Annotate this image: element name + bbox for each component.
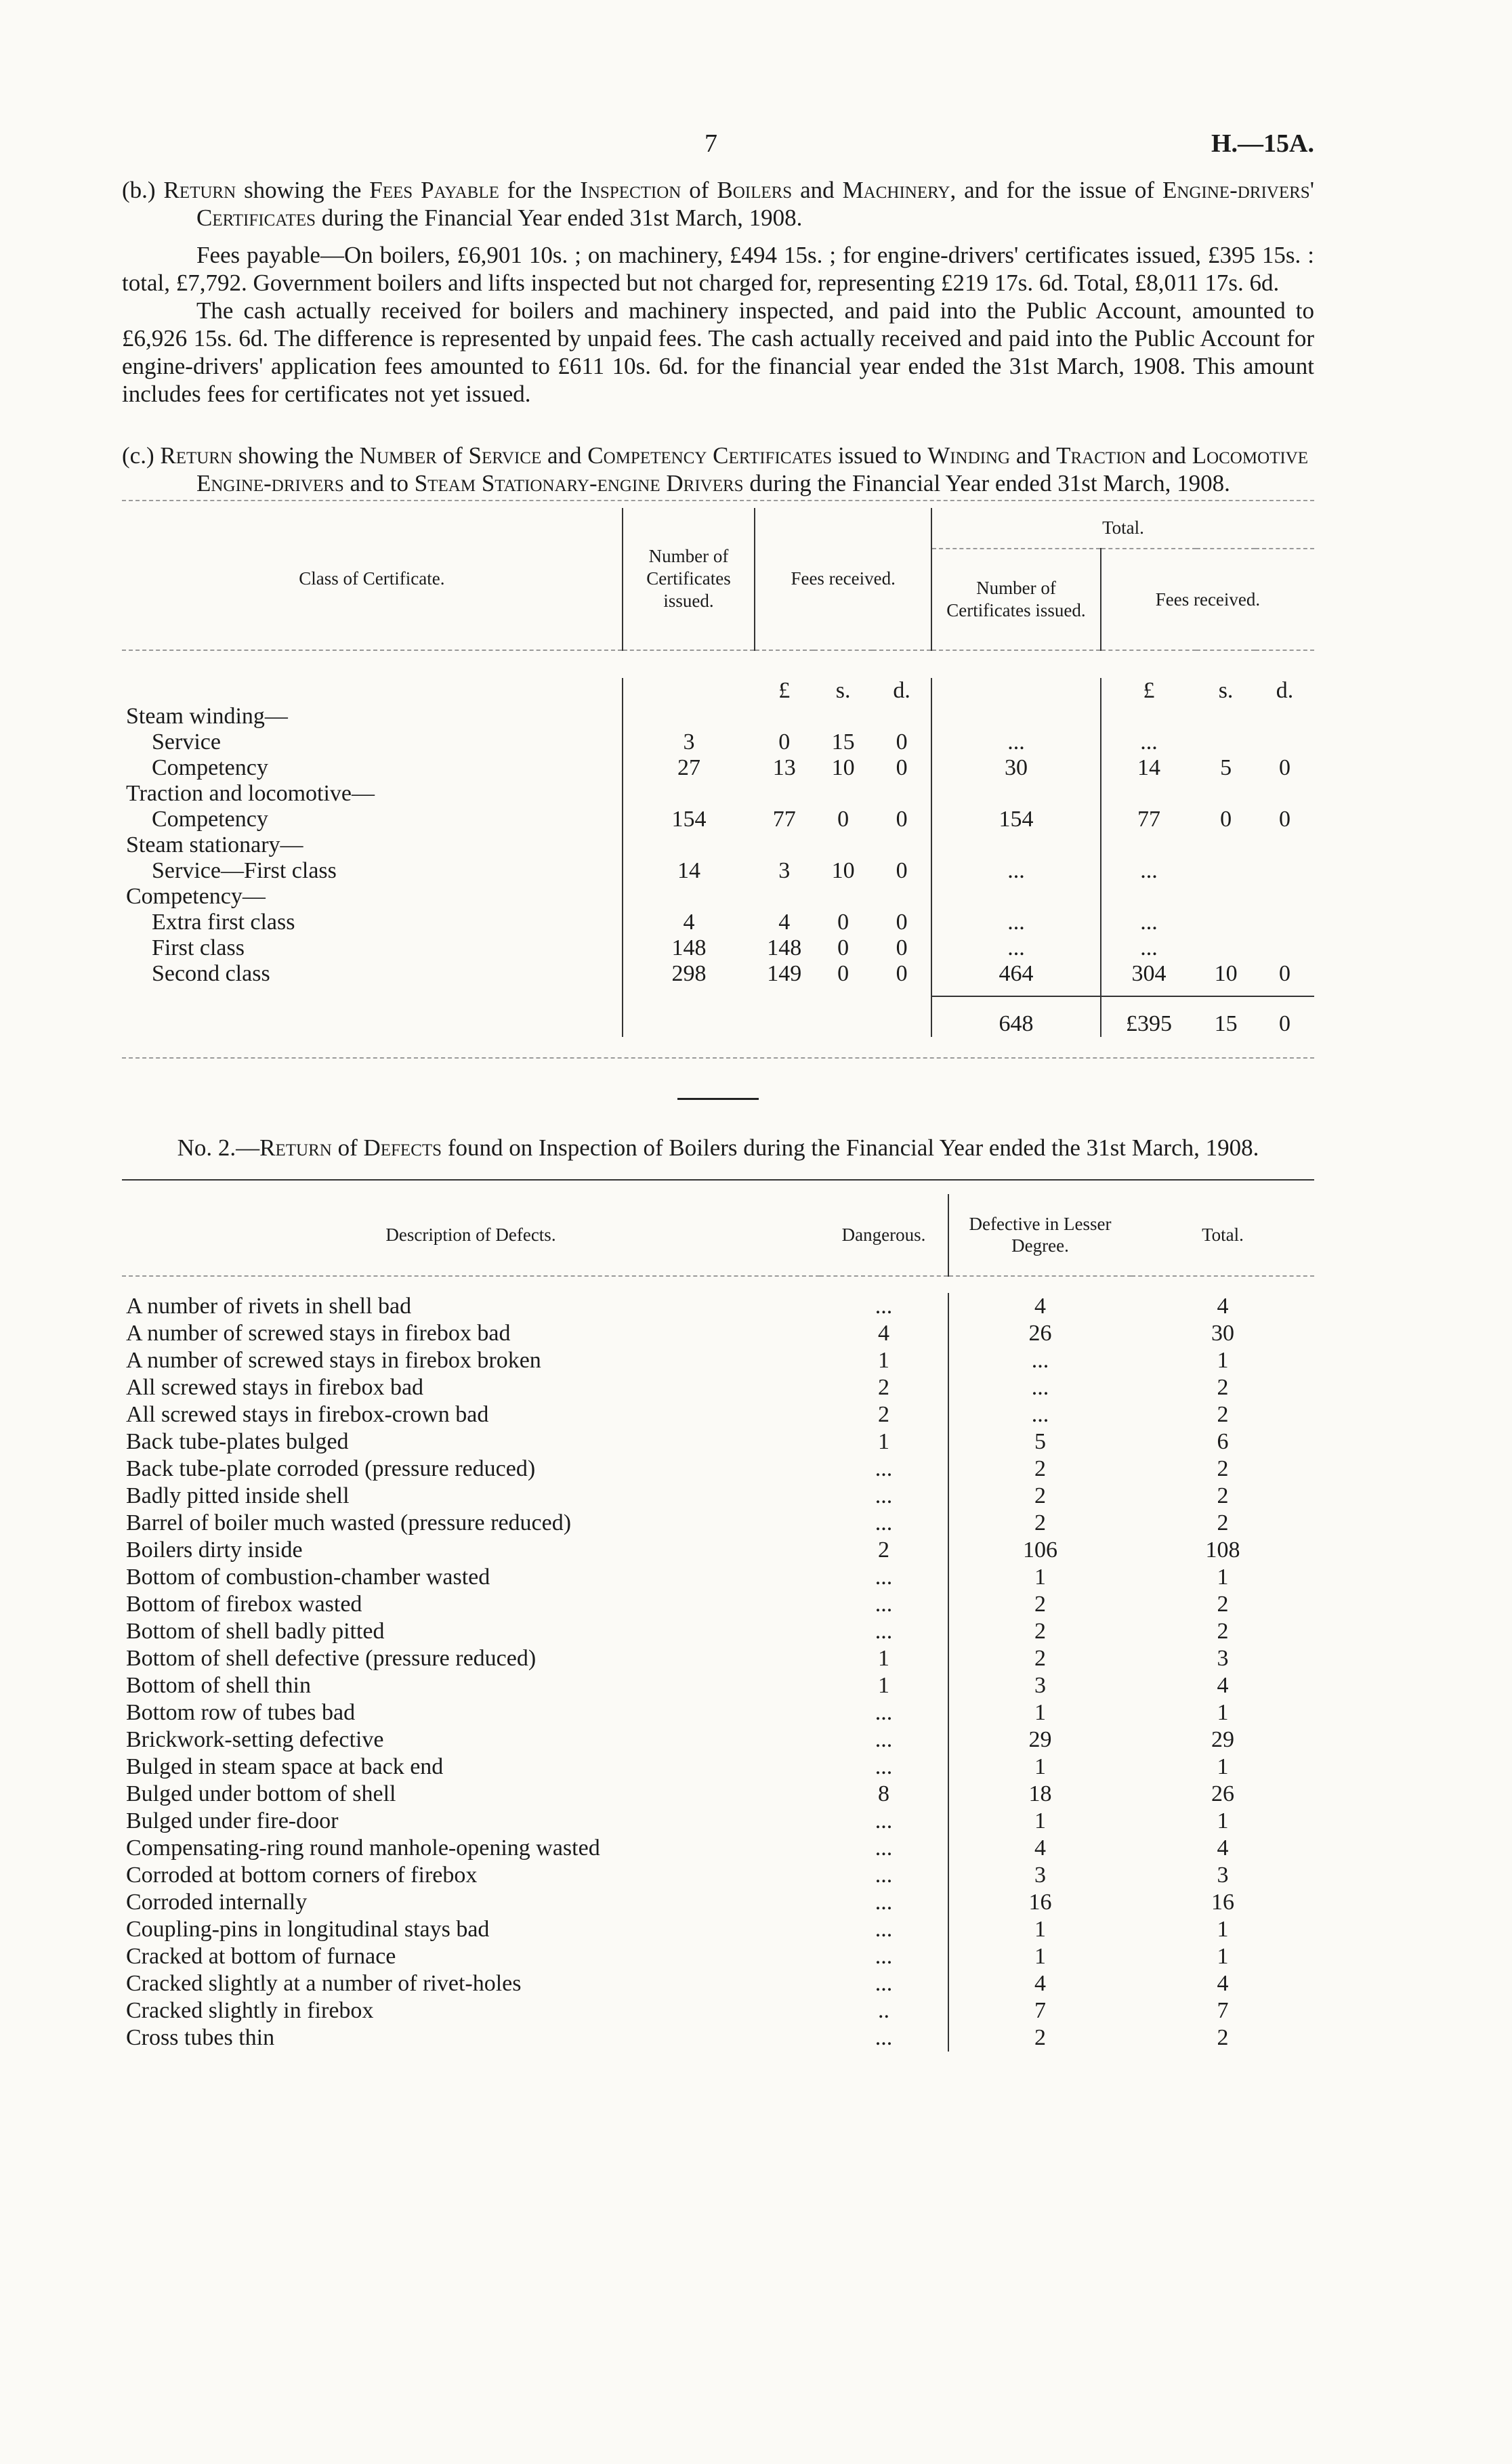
defect-row xyxy=(122,1483,1314,1510)
defect-lesser: 1 xyxy=(948,1754,1131,1781)
certificate-row xyxy=(122,807,1314,832)
certificate-cell-td xyxy=(1255,781,1314,807)
certificate-class-label: Service xyxy=(152,729,221,755)
defect-total: 1 xyxy=(1217,1917,1229,1942)
defect-dangerous: 1 xyxy=(878,1348,889,1373)
certificates-table xyxy=(122,508,1314,1057)
defect-lesser: 1 xyxy=(948,1916,1131,1943)
defect-row xyxy=(122,1808,1314,1835)
defect-description: Badly pitted inside shell xyxy=(126,1483,350,1508)
defect-description: Bottom of shell thin xyxy=(126,1673,311,1698)
certificate-cell-d: 0 xyxy=(896,755,908,780)
certificate-class-label: Second class xyxy=(152,961,270,986)
certificate-row xyxy=(122,729,1314,755)
defect-total: 2 xyxy=(1217,1510,1229,1535)
defect-dangerous: ... xyxy=(875,1510,893,1535)
defect-description: Boilers dirty inside xyxy=(126,1537,303,1563)
defect-total: 2 xyxy=(1217,1456,1229,1481)
defect-dangerous: 2 xyxy=(878,1537,889,1563)
defect-lesser: 4 xyxy=(948,1293,1131,1320)
certificate-cell-d: 0 xyxy=(896,807,908,832)
section-separator xyxy=(677,1098,759,1100)
defect-row xyxy=(122,1428,1314,1456)
defect-lesser: 3 xyxy=(948,1862,1131,1889)
certificate-cell-d xyxy=(873,884,931,910)
defect-row xyxy=(122,1618,1314,1645)
certificate-cell-tl: 14 xyxy=(1101,755,1196,781)
defect-lesser: 5 xyxy=(948,1428,1131,1456)
defect-lesser: 2 xyxy=(948,1483,1131,1510)
certificate-cell-s: 10 xyxy=(831,858,855,883)
defect-lesser: 7 xyxy=(948,1997,1131,2024)
certificate-cell-n xyxy=(623,884,755,910)
certificate-cell-tl: 304 xyxy=(1101,961,1196,987)
certificate-cell-tn: 30 xyxy=(931,755,1101,781)
document-page xyxy=(122,129,1314,2052)
defect-total: 4 xyxy=(1217,1971,1229,1996)
certificate-row xyxy=(122,832,1314,858)
certificate-cell-s: 0 xyxy=(837,961,849,986)
defect-lesser: 2 xyxy=(948,1456,1131,1483)
defect-description: Bottom of firebox wasted xyxy=(126,1592,362,1617)
defect-dangerous: ... xyxy=(875,1971,893,1996)
defect-lesser: 1 xyxy=(948,1808,1131,1835)
defect-dangerous: ... xyxy=(875,1700,893,1725)
certificate-cell-tn: ... xyxy=(931,858,1101,884)
certificate-cell-d: 0 xyxy=(896,729,908,755)
col-lesser-header: Defective in Lesser Degree. xyxy=(948,1194,1131,1276)
certificate-cell-ts: 10 xyxy=(1214,961,1238,986)
defect-row xyxy=(122,1781,1314,1808)
defect-description: Back tube-plate corroded (pressure reduced) xyxy=(126,1456,536,1481)
certificate-cell-tn: 154 xyxy=(931,807,1101,832)
certificate-cell-n xyxy=(623,832,755,858)
defect-dangerous: ... xyxy=(875,1294,893,1319)
certificate-cell-d: 0 xyxy=(896,961,908,986)
defect-description: Bottom of shell badly pitted xyxy=(126,1619,385,1644)
certificate-cell-d: 0 xyxy=(896,935,908,960)
defect-total: 1 xyxy=(1217,1808,1229,1833)
defect-total: 4 xyxy=(1217,1835,1229,1861)
certificate-cell-tl xyxy=(1101,832,1196,858)
certificate-cell-n: 14 xyxy=(623,858,755,884)
total-number: 648 xyxy=(931,996,1101,1037)
defect-row xyxy=(122,1537,1314,1564)
certificate-class-label: Steam stationary— xyxy=(126,832,303,857)
certificate-cell-tn xyxy=(931,884,1101,910)
units-row: £ s. d. £ s. d. xyxy=(122,678,1314,704)
col-class-header: Class of Certificate. xyxy=(299,568,445,589)
table-top-rule xyxy=(122,500,1314,501)
defect-total: 3 xyxy=(1217,1646,1229,1671)
return-b-paragraph-fees: Fees payable—On boilers, £6,901 10s. ; on machinery, £494 15s. ; for engine-drivers' certificates issued, £395 15s. : total, £7,792. Government boilers and lifts inspected but not charged for, representing £219 17s. 6d. Total, £8,011 17s. 6d. xyxy=(122,242,1314,296)
defect-description: Cracked at bottom of furnace xyxy=(126,1944,396,1969)
defect-dangerous: 1 xyxy=(878,1429,889,1454)
defect-dangerous: ... xyxy=(875,2025,893,2050)
defect-dangerous: 1 xyxy=(878,1673,889,1698)
certificate-cell-ts xyxy=(1196,729,1255,755)
col-total-number-header: Number of Certificates issued. xyxy=(931,549,1101,650)
no2-title: No. 2.—Return of Defects found on Inspection of Boilers during the Financial Year ended the 31st March, 1908. xyxy=(177,1134,1259,1161)
defect-lesser: 1 xyxy=(948,1564,1131,1591)
certificate-cell-l xyxy=(755,781,814,807)
certificate-cell-td xyxy=(1255,832,1314,858)
defect-total: 1 xyxy=(1217,1700,1229,1725)
defect-description: Brickwork-setting defective xyxy=(126,1727,384,1752)
col-fees-header: Fees received. xyxy=(755,508,931,650)
defect-total: 4 xyxy=(1217,1294,1229,1319)
defect-dangerous: ... xyxy=(875,1483,893,1508)
defect-dangerous: 4 xyxy=(878,1321,889,1346)
defect-dangerous: ... xyxy=(875,1754,893,1779)
defect-row xyxy=(122,1997,1314,2024)
certificate-cell-s: 15 xyxy=(831,729,855,755)
defect-lesser: 4 xyxy=(948,1835,1131,1862)
defect-total: 30 xyxy=(1211,1321,1234,1346)
certificate-cell-ts: 0 xyxy=(1220,807,1232,832)
defect-description: Cracked slightly at a number of rivet-holes xyxy=(126,1971,522,1996)
certificate-cell-td xyxy=(1255,910,1314,935)
certificate-cell-l: 148 xyxy=(767,935,802,960)
defect-total: 1 xyxy=(1217,1348,1229,1373)
certificate-cell-td xyxy=(1255,704,1314,729)
total-pounds: £395 xyxy=(1101,996,1196,1037)
certificate-row xyxy=(122,910,1314,935)
certificate-row xyxy=(122,961,1314,987)
certificate-cell-tl: 77 xyxy=(1101,807,1196,832)
certificate-cell-tn: 464 xyxy=(931,961,1101,987)
defects-table xyxy=(122,1194,1314,2052)
defect-row xyxy=(122,1374,1314,1401)
defect-description: Back tube-plates bulged xyxy=(126,1429,349,1454)
defect-dangerous: ... xyxy=(875,1592,893,1617)
defect-total: 2 xyxy=(1217,1619,1229,1644)
certificate-cell-d: 0 xyxy=(896,858,908,883)
certificate-cell-n: 3 xyxy=(623,729,755,755)
certificate-cell-tn xyxy=(931,704,1101,729)
defect-lesser: 106 xyxy=(948,1537,1131,1564)
certificate-cell-ts xyxy=(1196,935,1255,961)
defect-lesser: ... xyxy=(948,1347,1131,1374)
certificate-class-label: Competency— xyxy=(126,884,266,909)
defect-row xyxy=(122,1916,1314,1943)
defect-dangerous: ... xyxy=(875,1565,893,1590)
defect-lesser: 3 xyxy=(948,1672,1131,1699)
certificate-class-label: Competency xyxy=(152,755,268,780)
defect-dangerous: ... xyxy=(875,1863,893,1888)
total-pence: 0 xyxy=(1279,1011,1291,1036)
col-total-fees-header: Fees received. xyxy=(1101,549,1314,650)
certificate-cell-s: 0 xyxy=(837,935,849,960)
defect-dangerous: ... xyxy=(875,1835,893,1861)
certificate-cell-tl xyxy=(1101,884,1196,910)
defect-lesser: ... xyxy=(948,1374,1131,1401)
defect-total: 1 xyxy=(1217,1565,1229,1590)
defect-row xyxy=(122,1564,1314,1591)
defect-description: A number of screwed stays in firebox broken xyxy=(126,1348,541,1373)
certificate-cell-d xyxy=(873,781,931,807)
defect-total: 1 xyxy=(1217,1754,1229,1779)
certificate-cell-tn: ... xyxy=(931,910,1101,935)
certificate-cell-td xyxy=(1255,935,1314,961)
defect-description: Cracked slightly in firebox xyxy=(126,1998,374,2023)
certificate-cell-td: 0 xyxy=(1279,807,1291,832)
col-total-header: Total. xyxy=(1202,1225,1244,1245)
defect-dangerous: ... xyxy=(875,1456,893,1481)
certificate-cell-tn: ... xyxy=(931,729,1101,755)
defect-dangerous: 8 xyxy=(878,1781,889,1806)
defect-lesser: 2 xyxy=(948,1618,1131,1645)
defect-dangerous: .. xyxy=(878,1998,889,2023)
defect-lesser: 1 xyxy=(948,1943,1131,1970)
certificates-body xyxy=(122,678,1314,987)
defect-total: 2 xyxy=(1217,1375,1229,1400)
certificate-cell-s: 0 xyxy=(837,807,849,832)
certificate-cell-tl xyxy=(1101,704,1196,729)
certificate-row xyxy=(122,884,1314,910)
certificate-class-label: Steam winding— xyxy=(126,704,288,729)
defect-description: Compensating-ring round manhole-opening wasted xyxy=(126,1835,600,1861)
certificate-cell-l xyxy=(755,704,814,729)
defect-description: Bulged under bottom of shell xyxy=(126,1781,396,1806)
defect-lesser: 2 xyxy=(948,1510,1131,1537)
certificate-cell-td xyxy=(1255,729,1314,755)
certificate-cell-ts xyxy=(1196,884,1255,910)
certificate-cell-tn: ... xyxy=(931,935,1101,961)
defect-lesser: 16 xyxy=(948,1889,1131,1916)
certificate-class-label: Traction and locomotive— xyxy=(126,781,375,806)
defect-total: 1 xyxy=(1217,1944,1229,1969)
defect-lesser: 2 xyxy=(948,2024,1131,2052)
certificate-cell-n: 148 xyxy=(623,935,755,961)
defect-dangerous: ... xyxy=(875,1727,893,1752)
certificate-cell-l xyxy=(755,832,814,858)
defect-description: Barrel of boiler much wasted (pressure reduced) xyxy=(126,1510,572,1535)
defect-row xyxy=(122,1754,1314,1781)
defect-description: Bulged under fire-door xyxy=(126,1808,339,1833)
document-reference: H.—15A. xyxy=(1211,129,1314,158)
certificate-cell-tl: ... xyxy=(1101,910,1196,935)
defect-row xyxy=(122,1970,1314,1997)
certificate-cell-n: 27 xyxy=(623,755,755,781)
defect-row xyxy=(122,1456,1314,1483)
certificate-class-label: Competency xyxy=(152,807,268,832)
certificate-cell-s: 0 xyxy=(837,910,849,935)
certificate-cell-s xyxy=(814,832,873,858)
defect-row xyxy=(122,1293,1314,1320)
col-total-header: Total. xyxy=(931,508,1314,549)
certificate-cell-d xyxy=(873,704,931,729)
col-number-header: Number of Certificates issued. xyxy=(623,508,755,650)
defect-lesser: 26 xyxy=(948,1320,1131,1347)
defect-description: All screwed stays in firebox-crown bad xyxy=(126,1402,489,1427)
defect-dangerous: 1 xyxy=(878,1646,889,1671)
certificate-row xyxy=(122,755,1314,781)
certificate-cell-l: 77 xyxy=(772,807,796,832)
certificate-cell-n xyxy=(623,704,755,729)
total-shillings: 15 xyxy=(1214,1011,1238,1036)
defect-row xyxy=(122,1401,1314,1428)
certificate-cell-l: 4 xyxy=(778,910,791,935)
defect-total: 6 xyxy=(1217,1429,1229,1454)
defect-dangerous: ... xyxy=(875,1944,893,1969)
defect-total: 108 xyxy=(1205,1537,1240,1563)
return-b-title: (b.) Return showing the Fees Payable for the Inspection of Boilers and Machinery, and for the issue of Engine-drivers' Certificates during the Financial Year ended 31st March, 1908. xyxy=(122,177,1314,231)
certificate-cell-ts xyxy=(1196,910,1255,935)
table-bottom-rule xyxy=(122,1057,1314,1059)
certificate-cell-s xyxy=(814,781,873,807)
defect-dangerous: ... xyxy=(875,1808,893,1833)
defect-description: Bottom row of tubes bad xyxy=(126,1700,356,1725)
defect-total: 4 xyxy=(1217,1673,1229,1698)
defect-total: 16 xyxy=(1211,1890,1234,1915)
defect-row xyxy=(122,1699,1314,1726)
defect-row xyxy=(122,1889,1314,1916)
defect-row xyxy=(122,1672,1314,1699)
defect-total: 2 xyxy=(1217,1483,1229,1508)
certificate-row xyxy=(122,858,1314,884)
return-b-paragraph-cash: The cash actually received for boilers and machinery inspected, and paid into the Public Account, amounted to £6,926 15s. 6d. The difference is represented by unpaid fees. The cash actually received and paid into the Public Account for engine-drivers' application fees amounted to £611 10s. 6d. for the financial year ended the 31st March, 1908. This amount includes fees for certificates not yet issued. xyxy=(122,297,1314,407)
defects-table-top-rule xyxy=(122,1179,1314,1181)
defect-row xyxy=(122,1943,1314,1970)
certificate-row xyxy=(122,935,1314,961)
defect-lesser: 29 xyxy=(948,1726,1131,1754)
certificate-cell-tl: ... xyxy=(1101,729,1196,755)
defect-row xyxy=(122,1645,1314,1672)
defect-row xyxy=(122,1726,1314,1754)
defect-total: 26 xyxy=(1211,1781,1234,1806)
certificate-cell-n: 298 xyxy=(623,961,755,987)
defect-description: Corroded internally xyxy=(126,1890,308,1915)
defect-total: 2 xyxy=(1217,2025,1229,2050)
defect-lesser: ... xyxy=(948,1401,1131,1428)
defect-description: Cross tubes thin xyxy=(126,2025,275,2050)
certificate-cell-n: 4 xyxy=(623,910,755,935)
certificate-cell-s xyxy=(814,704,873,729)
defect-row xyxy=(122,1862,1314,1889)
certificate-cell-n xyxy=(623,781,755,807)
certificate-cell-tn xyxy=(931,781,1101,807)
page-header xyxy=(122,129,1314,176)
certificate-cell-td xyxy=(1255,858,1314,884)
certificate-cell-ts xyxy=(1196,781,1255,807)
defect-row xyxy=(122,1510,1314,1537)
certificate-cell-l: 3 xyxy=(778,858,791,883)
certificate-cell-tl xyxy=(1101,781,1196,807)
defect-description: All screwed stays in firebox bad xyxy=(126,1375,424,1400)
certificate-class-label: Extra first class xyxy=(152,910,295,935)
defect-description: Corroded at bottom corners of firebox xyxy=(126,1863,478,1888)
certificate-cell-l: 149 xyxy=(767,961,802,986)
defect-description: Bottom of combustion-chamber wasted xyxy=(126,1565,490,1590)
defect-row xyxy=(122,1320,1314,1347)
defect-row xyxy=(122,1835,1314,1862)
defect-dangerous: 2 xyxy=(878,1375,889,1400)
certificate-cell-s: 10 xyxy=(831,755,855,780)
certificate-row xyxy=(122,781,1314,807)
defect-row xyxy=(122,2024,1314,2052)
defect-row xyxy=(122,1347,1314,1374)
defect-description: A number of rivets in shell bad xyxy=(126,1294,412,1319)
defects-body xyxy=(122,1293,1314,2052)
certificate-cell-l: 0 xyxy=(778,729,791,755)
defect-lesser: 4 xyxy=(948,1970,1131,1997)
defect-total: 3 xyxy=(1217,1863,1229,1888)
defect-lesser: 2 xyxy=(948,1645,1131,1672)
certificate-cell-ts xyxy=(1196,858,1255,884)
col-description-header: Description of Defects. xyxy=(385,1225,556,1245)
defect-total: 2 xyxy=(1217,1402,1229,1427)
certificate-cell-d xyxy=(873,832,931,858)
certificate-row xyxy=(122,704,1314,729)
certificate-cell-ts xyxy=(1196,704,1255,729)
certificate-cell-d: 0 xyxy=(896,910,908,935)
certificate-cell-tl: ... xyxy=(1101,935,1196,961)
defect-row xyxy=(122,1591,1314,1618)
defect-dangerous: ... xyxy=(875,1890,893,1915)
defect-dangerous: ... xyxy=(875,1917,893,1942)
defect-lesser: 2 xyxy=(948,1591,1131,1618)
defect-total: 29 xyxy=(1211,1727,1234,1752)
col-dangerous-header: Dangerous. xyxy=(841,1225,926,1245)
defect-total: 7 xyxy=(1217,1998,1229,2023)
defect-dangerous: 2 xyxy=(878,1402,889,1427)
certificate-cell-td: 0 xyxy=(1279,961,1291,986)
totals-row xyxy=(122,996,1314,1037)
certificate-cell-l: 13 xyxy=(772,755,796,780)
defect-description: Bulged in steam space at back end xyxy=(126,1754,444,1779)
certificate-cell-ts: 5 xyxy=(1220,755,1232,780)
defect-lesser: 18 xyxy=(948,1781,1131,1808)
defect-lesser: 1 xyxy=(948,1699,1131,1726)
defect-total: 2 xyxy=(1217,1592,1229,1617)
certificate-cell-td xyxy=(1255,884,1314,910)
defect-description: Coupling-pins in longitudinal stays bad xyxy=(126,1917,490,1942)
return-c-title: (c.) Return showing the Number of Service and Competency Certificates issued to Winding and Traction and Locomotive Engine-drivers and to Steam Stationary-engine Drivers during the Financial Year ended 31st March, 1908. xyxy=(122,442,1309,496)
defect-description: A number of screwed stays in firebox bad xyxy=(126,1321,511,1346)
certificate-class-label: First class xyxy=(152,935,245,960)
certificate-cell-tn xyxy=(931,832,1101,858)
certificate-cell-s xyxy=(814,884,873,910)
certificate-cell-ts xyxy=(1196,832,1255,858)
certificate-cell-td: 0 xyxy=(1279,755,1291,780)
defect-dangerous: ... xyxy=(875,1619,893,1644)
certificate-class-label: Service—First class xyxy=(152,858,337,883)
defect-description: Bottom of shell defective (pressure reduced) xyxy=(126,1646,537,1671)
certificate-cell-tl: ... xyxy=(1101,858,1196,884)
certificate-cell-l xyxy=(755,884,814,910)
page-number: 7 xyxy=(705,129,717,158)
certificate-cell-n: 154 xyxy=(623,807,755,832)
